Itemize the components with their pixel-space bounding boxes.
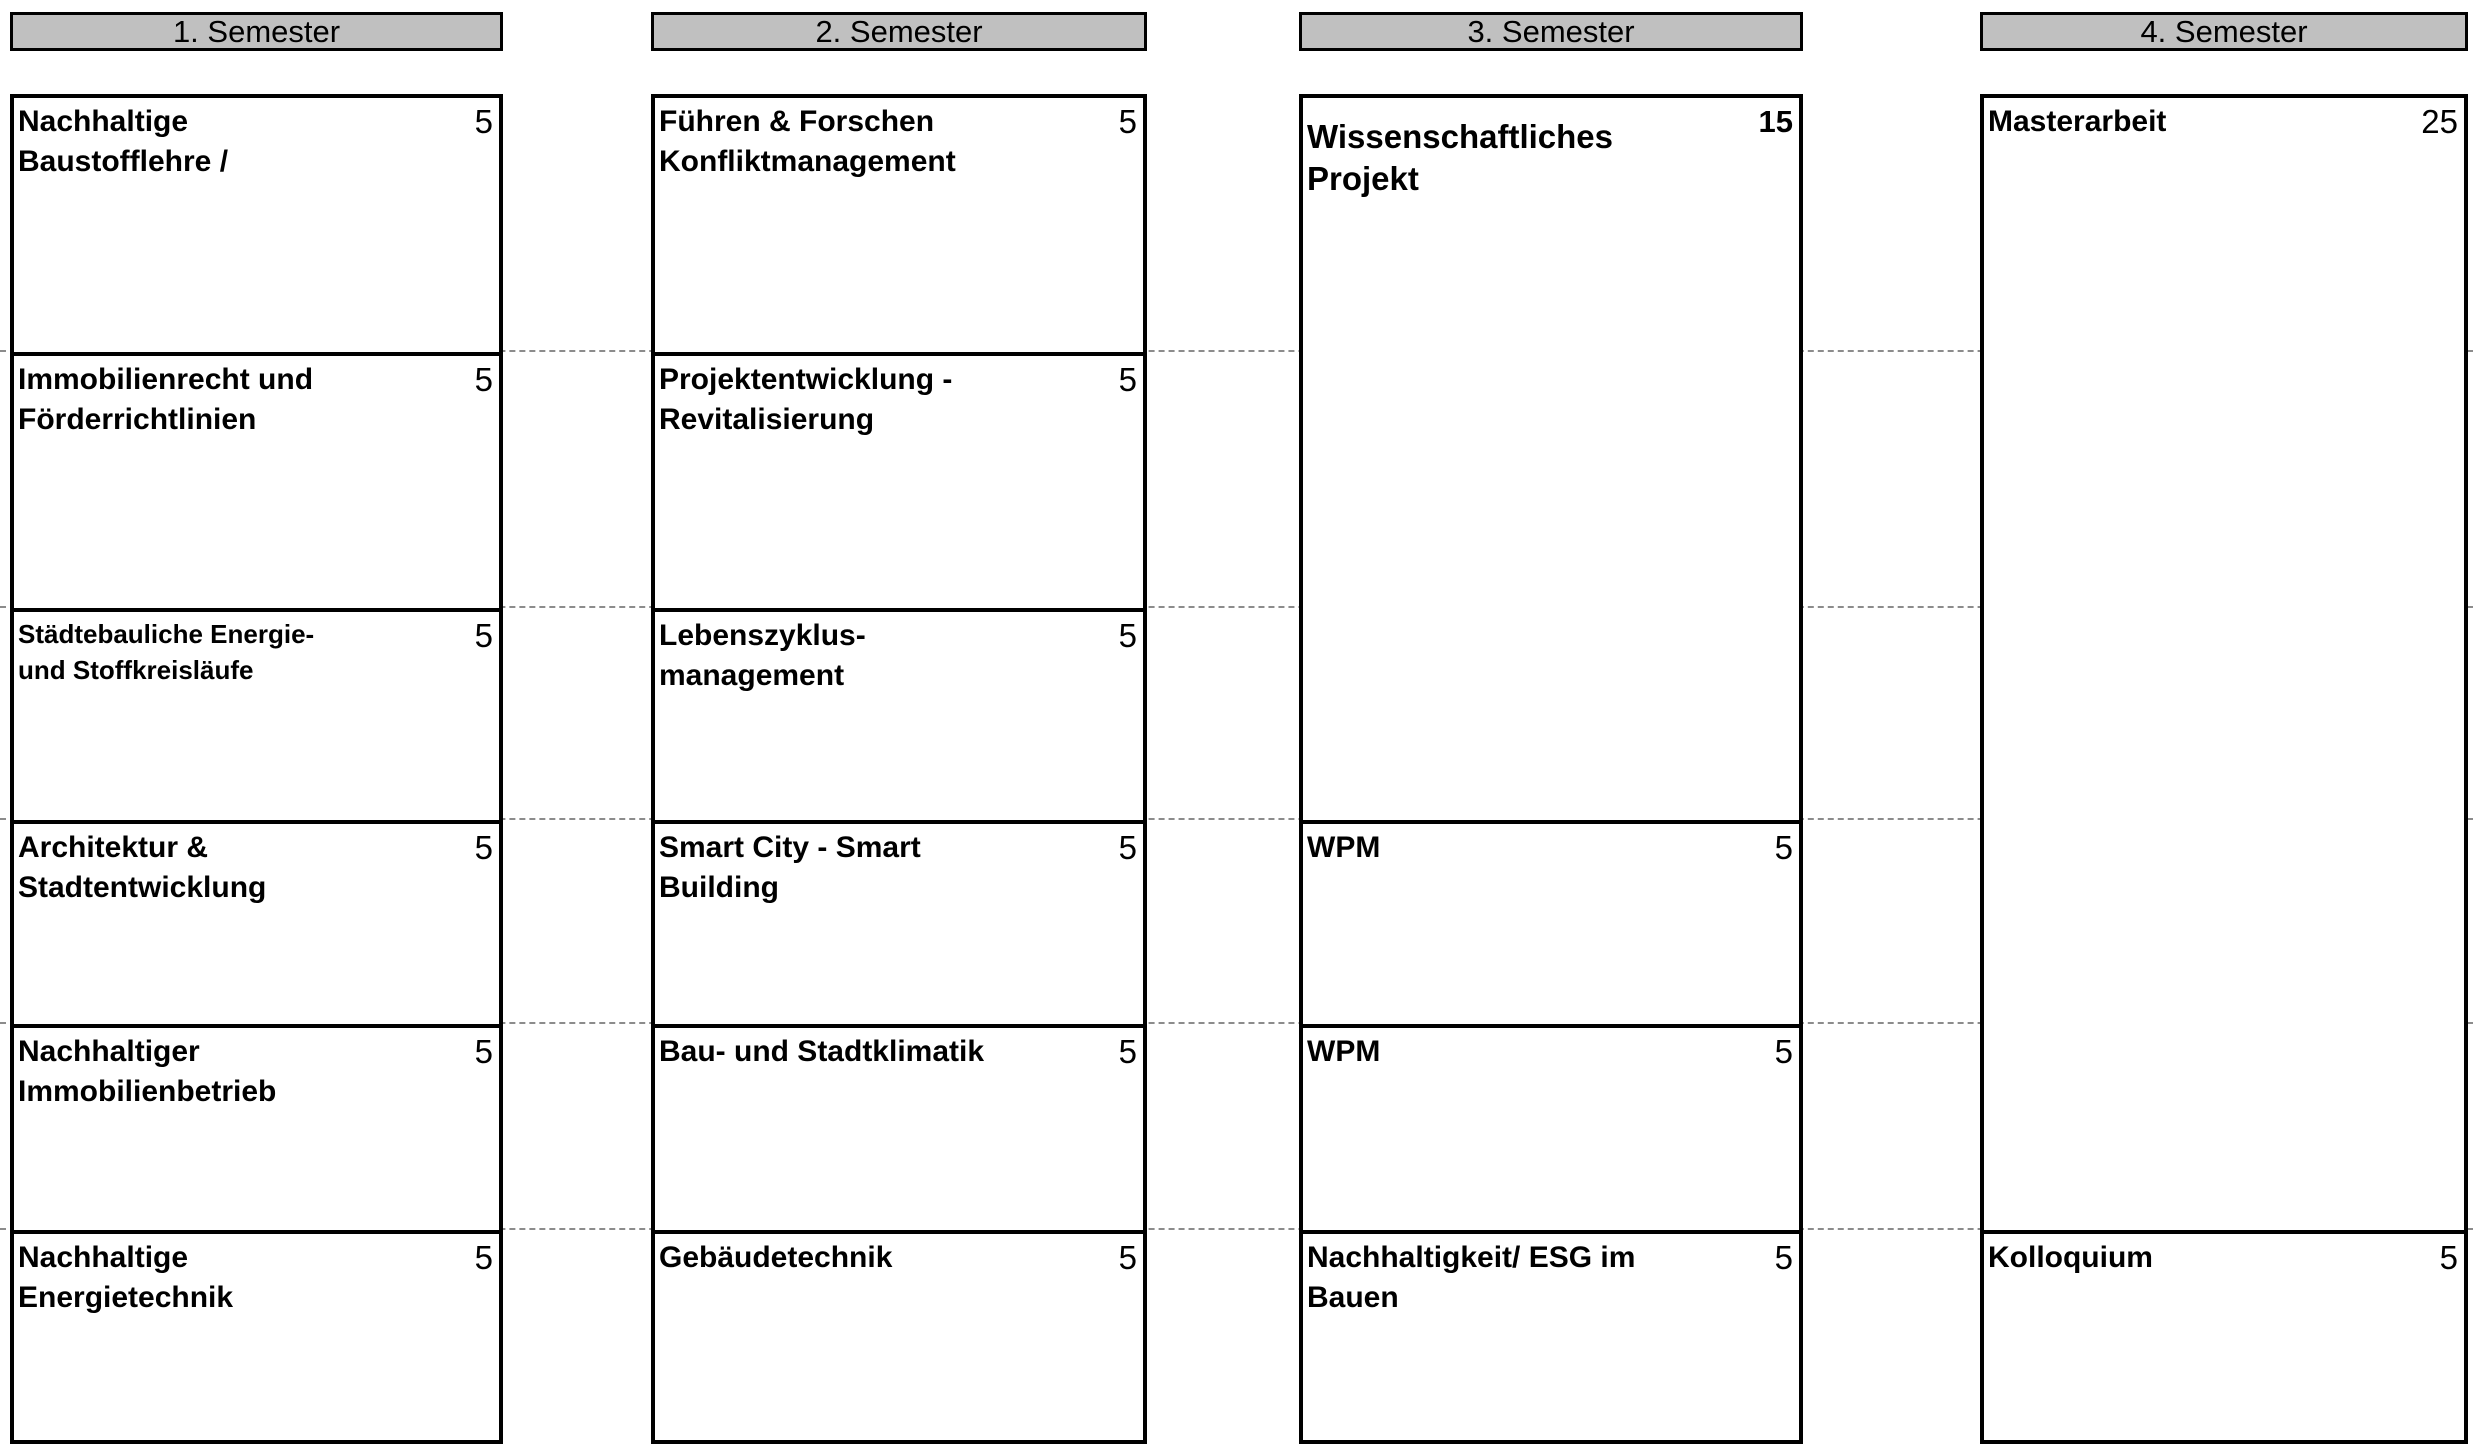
module-masterarbeit: [1984, 98, 2464, 1230]
module-fuehren-forschen: [655, 98, 1143, 352]
module-name: WPM: [1307, 1035, 1381, 1068]
module-lebenszyklusmanagement: [655, 608, 1143, 820]
module-nachhaltigkeit-esg: [1303, 1230, 1799, 1440]
module-name: Wissenschaftliches Projekt: [1307, 118, 1613, 197]
module-gebaeudetechnik: [655, 1230, 1143, 1440]
module-wissenschaftliches-projekt: [1303, 98, 1799, 820]
module-wpm-2: [1303, 1024, 1799, 1230]
module-staedtebauliche-energie: [14, 608, 499, 820]
module-wpm-1: [1303, 820, 1799, 1024]
module-projektentwicklung: [655, 352, 1143, 608]
module-credits: 5: [1118, 1239, 1137, 1276]
semester-header-4: 4. Semester: [1980, 12, 2468, 51]
module-architektur-stadtentwicklung: [14, 820, 499, 1024]
module-credits: 5: [474, 103, 493, 140]
semester-header-1: 1. Semester: [10, 12, 503, 51]
module-name: Städtebauliche Energie- und Stoffkreisläufe: [18, 619, 315, 685]
module-credits: 5: [1774, 829, 1793, 866]
module-credits: 5: [474, 1033, 493, 1070]
module-credits: 25: [2421, 103, 2458, 140]
module-name: Projektentwicklung - Revitalisierung: [659, 363, 953, 436]
semester-header-3: 3. Semester: [1299, 12, 1803, 51]
module-name: Smart City - Smart Building: [659, 831, 921, 904]
module-nachhaltige-baustofflehre: [14, 98, 499, 352]
module-credits: 5: [1774, 1033, 1793, 1070]
module-credits: 5: [474, 829, 493, 866]
module-name: Immobilienrecht und Förderrichtlinien: [18, 363, 314, 436]
module-credits: 5: [1118, 829, 1137, 866]
module-credits: 5: [1118, 361, 1137, 398]
module-name: Bau- und Stadtklimatik: [659, 1035, 985, 1068]
module-name: Architektur & Stadtentwicklung: [18, 831, 267, 904]
module-credits: 5: [474, 617, 493, 654]
module-credits: 5: [1118, 103, 1137, 140]
module-name: Nachhaltige Energietechnik: [18, 1241, 234, 1314]
module-bau-stadtklimatik: [655, 1024, 1143, 1230]
module-credits: 15: [1758, 104, 1793, 139]
module-credits: 5: [1118, 617, 1137, 654]
module-name: Gebäudetechnik: [659, 1241, 893, 1274]
module-kolloquium: [1984, 1230, 2464, 1440]
module-credits: 5: [1774, 1239, 1793, 1276]
module-name: Masterarbeit: [1988, 105, 2167, 138]
semester-1-column: [10, 94, 503, 1444]
semester-2-column: [651, 94, 1147, 1444]
semester-header-2: 2. Semester: [651, 12, 1147, 51]
module-smart-city: [655, 820, 1143, 1024]
module-credits: 5: [2439, 1239, 2458, 1276]
module-name: Nachhaltige Baustofflehre /: [18, 105, 229, 178]
module-immobilienrecht: [14, 352, 499, 608]
module-credits: 5: [474, 361, 493, 398]
module-name: Führen & Forschen Konfliktmanagement: [659, 105, 956, 178]
module-name: Lebenszyklus- management: [659, 619, 866, 692]
module-name: Nachhaltigkeit/ ESG im Bauen: [1307, 1241, 1636, 1314]
semester-3-column: [1299, 94, 1803, 1444]
module-credits: 5: [1118, 1033, 1137, 1070]
module-name: WPM: [1307, 831, 1381, 864]
module-name: Kolloquium: [1988, 1241, 2153, 1274]
module-credits: 5: [474, 1239, 493, 1276]
semester-4-column: [1980, 94, 2468, 1444]
module-nachhaltige-energietechnik: [14, 1230, 499, 1440]
module-name: Nachhaltiger Immobilienbetrieb: [18, 1035, 277, 1108]
module-nachhaltiger-immobilienbetrieb: [14, 1024, 499, 1230]
